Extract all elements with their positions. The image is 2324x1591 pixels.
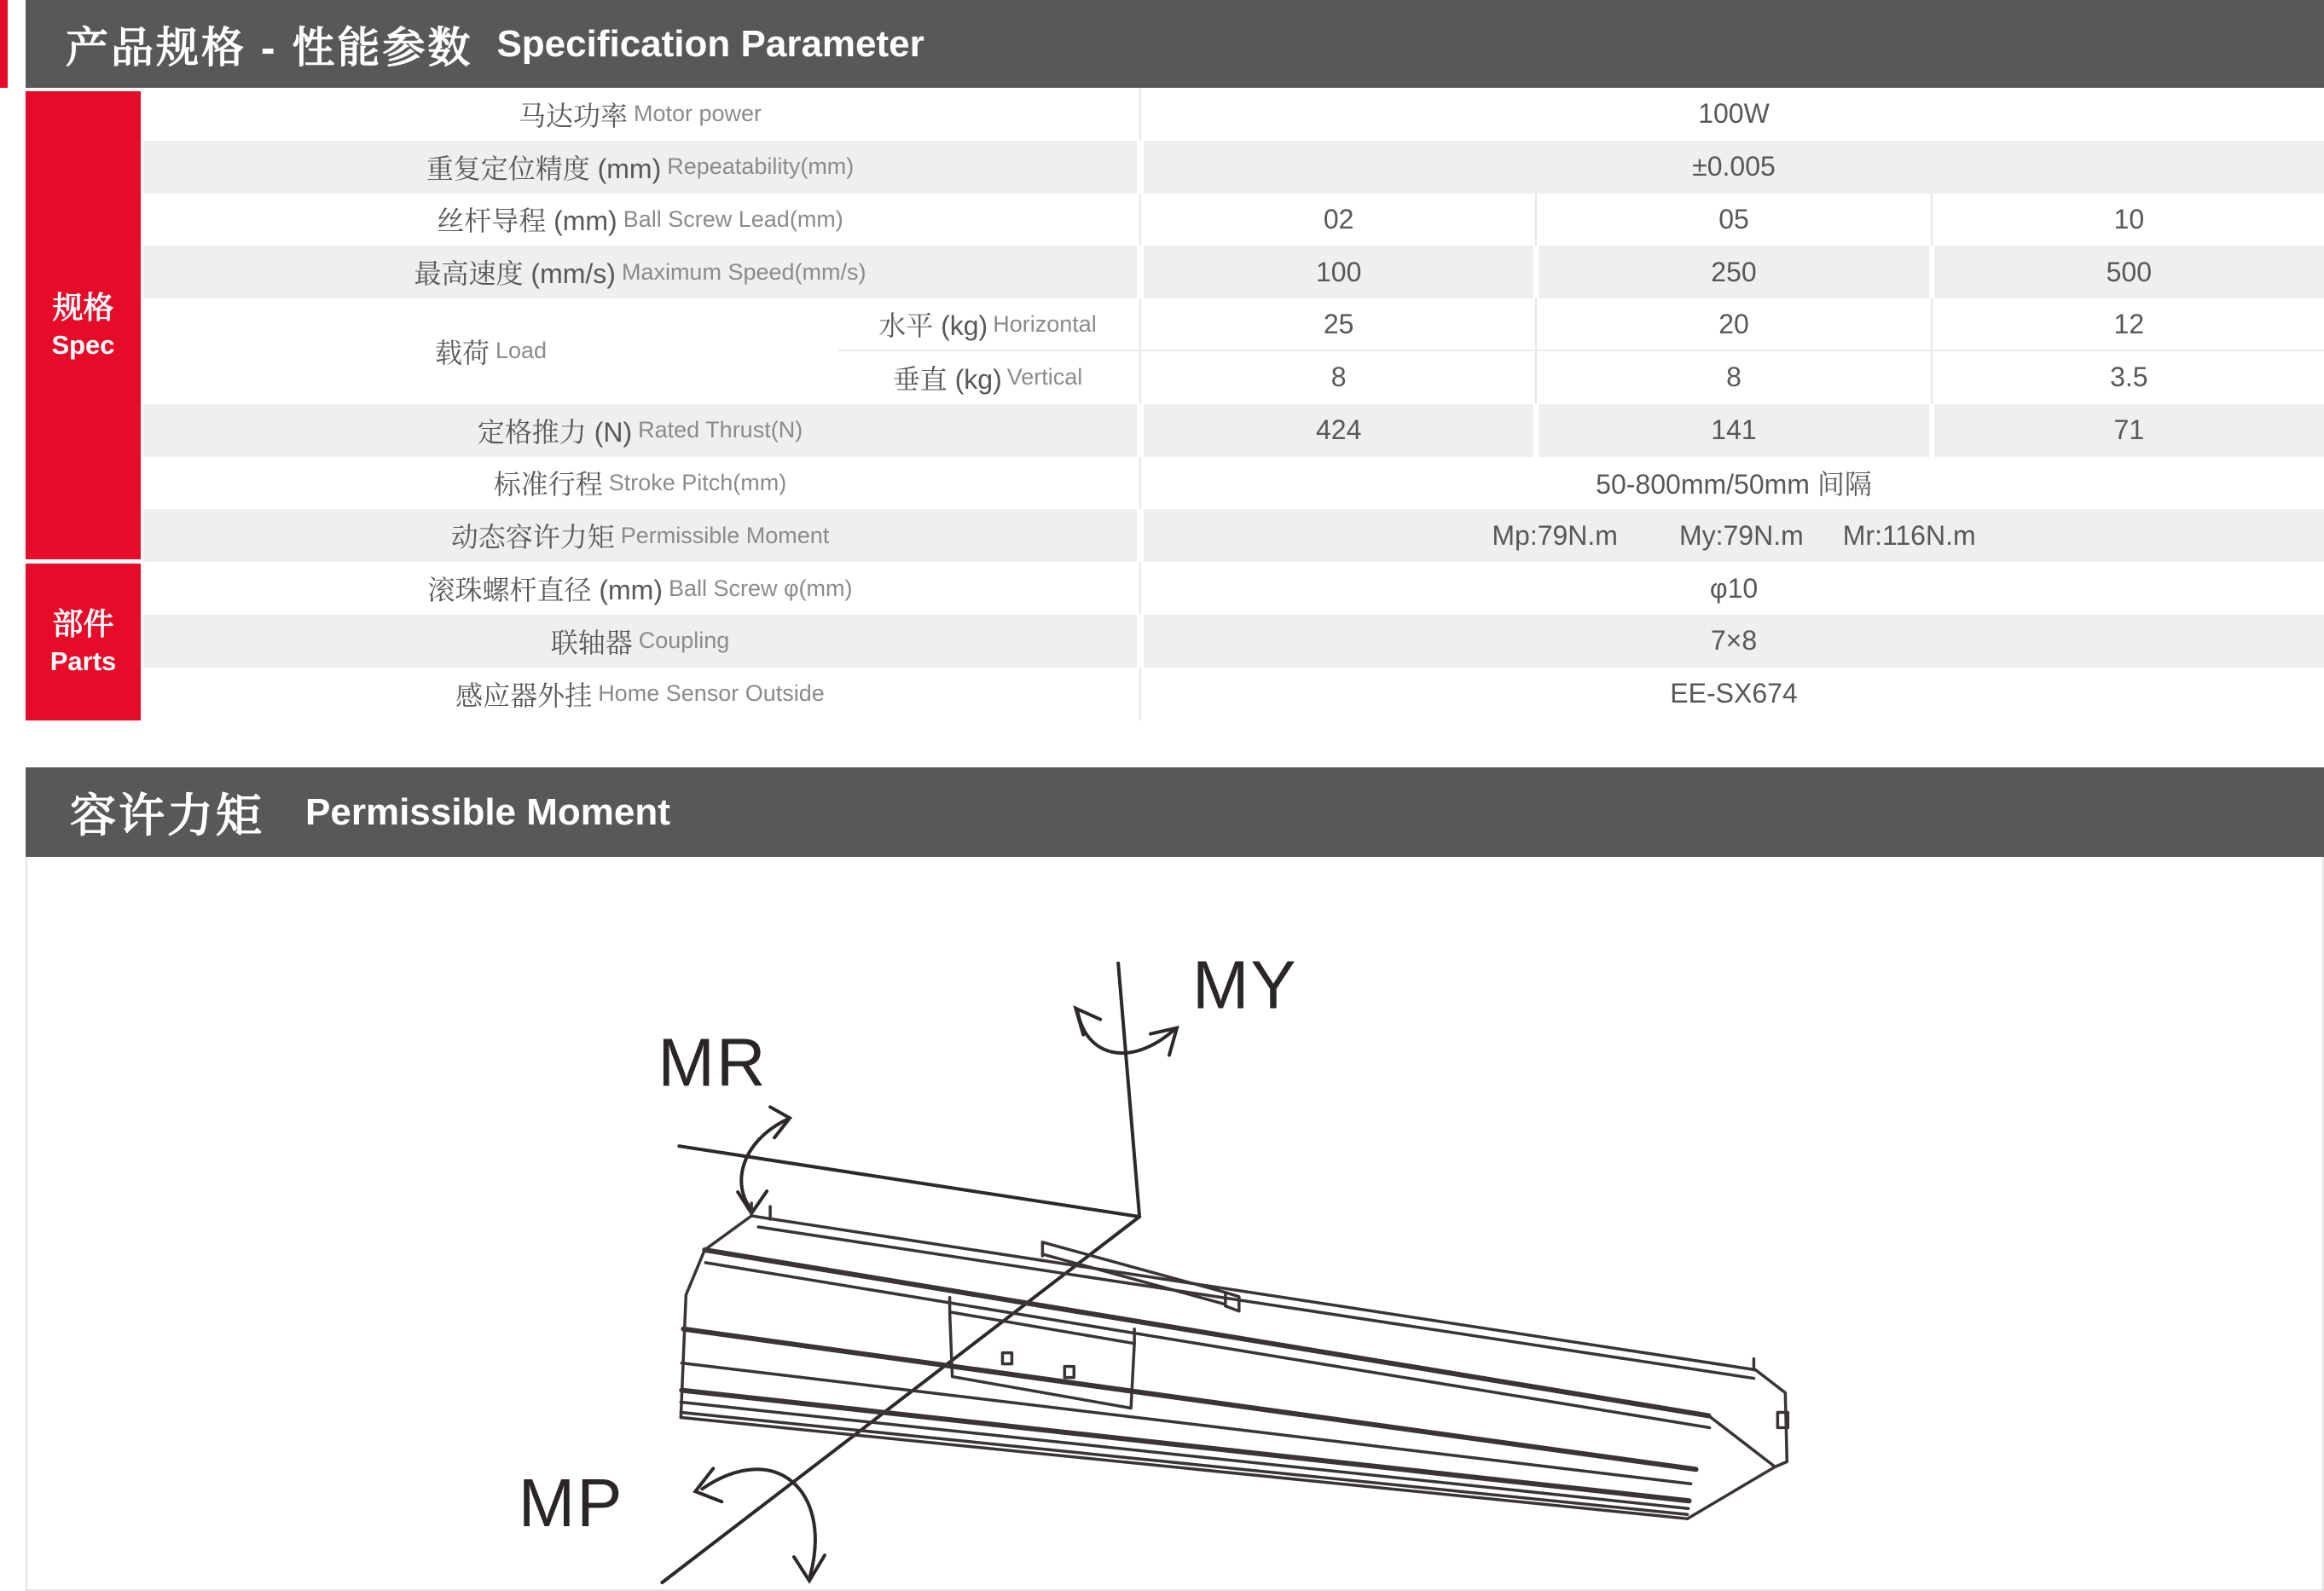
sub-label-horizontal: 水平 (kg) Horizontal [838, 298, 1137, 350]
value-col-1: 25 [1144, 298, 1533, 350]
row-label-en: Ball Screw φ(mm) [669, 575, 853, 601]
front-groove-6 [681, 1412, 1687, 1514]
table-row-load [143, 298, 2324, 404]
row-label [143, 404, 1137, 457]
axis-label-my: MY [1191, 946, 1298, 1023]
value-col-1: 424 [1144, 404, 1533, 457]
body-top-far-inner [758, 1227, 1753, 1379]
row-value: 100W [1144, 88, 2324, 141]
load-subrows [838, 298, 2324, 404]
row-label-en: Maximum Speed(mm/s) [621, 258, 866, 285]
side-label-parts [26, 564, 141, 720]
row-value [1144, 509, 2324, 562]
row-value: EE-SX674 [1144, 668, 2324, 720]
body-top-near-edge [704, 1250, 1708, 1416]
row-label-en: Motor power [633, 101, 762, 127]
row-label-en: Home Sensor Outside [598, 680, 825, 707]
sub-label-vertical: 垂直 (kg) Vertical [838, 351, 1137, 404]
row-label [143, 141, 1137, 194]
value-col-1: 100 [1144, 246, 1533, 298]
value-col-3: 500 [1934, 246, 2324, 298]
front-groove-5 [681, 1403, 1688, 1509]
body-bottom-edge [681, 1417, 1687, 1519]
table-row-home-sensor [143, 668, 2324, 720]
top-block-bracket [1226, 1293, 1239, 1311]
moment-diagram [27, 857, 2322, 1589]
row-value: ±0.005 [1144, 141, 2324, 194]
table-row-coupling [143, 615, 2324, 668]
red-corner-accent [0, 0, 8, 88]
row-label-zh: 丝杆导程 (mm) [437, 205, 617, 237]
row-label-zh: 标准行程 [493, 469, 603, 500]
carriage-hole-1 [1002, 1353, 1011, 1364]
row-label-zh: 滚珠螺杆直径 (mm) [427, 575, 663, 606]
moment-section-title-en: Permissible Moment [305, 790, 670, 833]
row-label [143, 562, 1137, 615]
row-label [143, 246, 1137, 298]
row-label-en: Coupling [638, 628, 730, 654]
table-row-maximum-speed [143, 246, 2324, 298]
value-col-2: 8 [1539, 351, 1928, 404]
value-col-3: 71 [1934, 404, 2324, 457]
row-label-en: Load [495, 338, 548, 364]
row-label [143, 615, 1137, 668]
value-col-2: 141 [1539, 404, 1928, 457]
front-groove-3 [681, 1363, 1690, 1484]
row-label-zh: 马达功率 [518, 100, 628, 131]
side-label-parts-en: Parts [49, 646, 117, 677]
row-label-zh: 联轴器 [550, 627, 633, 658]
table-row-motor-power [143, 88, 2324, 141]
value-col-3: 12 [1934, 298, 2324, 350]
moment-section-title-zh: 容许力矩 [70, 790, 264, 842]
row-label-zh: 感应器外挂 [455, 680, 593, 711]
spec-table [143, 88, 2324, 720]
mp-rotation-arc [702, 1469, 815, 1576]
value-col-3: 10 [1934, 194, 2324, 246]
side-label-spec [26, 91, 141, 559]
row-label [143, 668, 1137, 720]
row-value: φ10 [1144, 562, 2324, 615]
row-label [143, 509, 1137, 562]
row-label-en: Permissible Moment [620, 522, 830, 548]
value-col-2: 05 [1539, 194, 1928, 246]
moment-section-header [26, 767, 2324, 857]
row-label-en: Repeatability(mm) [667, 153, 855, 180]
spec-section-header [26, 0, 2324, 88]
moment-diagram-panel [26, 857, 2324, 1591]
row-label-zh: 定格推力 (N) [477, 416, 633, 448]
carriage-hole-2 [1064, 1367, 1074, 1378]
row-label [143, 194, 1137, 246]
row-label-en: Stroke Pitch(mm) [608, 469, 787, 495]
table-row-stroke-pitch [143, 457, 2324, 510]
carriage-plate [950, 1312, 1134, 1409]
axis-label-mr: MR [658, 1024, 768, 1101]
side-label-spec-en: Spec [51, 329, 115, 360]
spec-section-title-zh: 产品规格 - 性能参数 [66, 23, 473, 72]
load-horizontal-row [838, 298, 2324, 351]
value-col-1: 8 [1144, 351, 1533, 404]
axis-line-mp [662, 1217, 1139, 1582]
moment-my: My:79N.m [1678, 519, 1804, 551]
row-label-zh: 最高速度 (mm/s) [414, 258, 616, 290]
row-label-zh: 重复定位精度 (mm) [426, 153, 662, 184]
body-right-cap [1688, 1370, 1788, 1519]
moment-mp: Mp:79N.m [1492, 519, 1618, 551]
value-col-1: 02 [1144, 194, 1533, 246]
value-col-2: 20 [1539, 298, 1928, 350]
table-row-repeatability [143, 141, 2324, 194]
table-row-ball-screw-diameter [143, 562, 2324, 615]
row-value: 50-800mm/50mm 间隔 [1144, 457, 2324, 510]
side-label-parts-zh: 部件 [52, 606, 114, 642]
load-label [143, 298, 838, 404]
load-vertical-row [838, 351, 2324, 404]
value-col-3: 3.5 [1934, 351, 2324, 404]
axis-line-my [1118, 963, 1139, 1217]
body-right-cap-inner [1709, 1415, 1776, 1467]
side-label-spec-zh: 规格 [52, 289, 114, 325]
row-label-en: Ball Screw Lead(mm) [623, 205, 843, 232]
row-label-en: Rated Thrust(N) [638, 417, 803, 443]
body-left-cap [681, 1216, 751, 1417]
row-value: 7×8 [1144, 615, 2324, 668]
top-block-edge-2 [1042, 1254, 1226, 1305]
row-label-zh: 动态容许力矩 [450, 522, 615, 553]
moment-mr: Mr:116N.m [1842, 519, 1976, 551]
row-label [143, 88, 1137, 141]
spec-section-title-en: Specification Parameter [496, 22, 924, 65]
table-row-ball-screw-lead [143, 194, 2324, 246]
axis-label-mp: MP [518, 1465, 624, 1542]
row-label [143, 457, 1137, 510]
row-label-zh: 载荷 [434, 337, 490, 368]
table-row-rated-thrust [143, 404, 2324, 457]
value-col-2: 250 [1539, 246, 1928, 298]
body-top-far-edge [751, 1216, 1755, 1370]
table-row-permissible-moment [143, 509, 2324, 562]
